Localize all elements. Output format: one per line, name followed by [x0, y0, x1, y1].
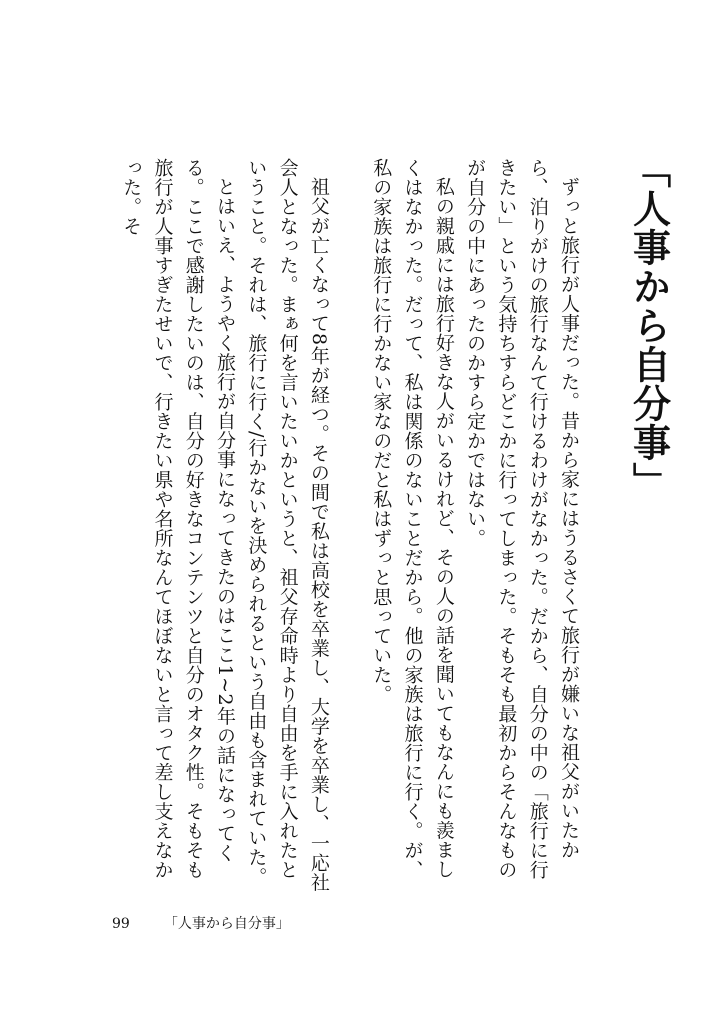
body-text — [114, 158, 584, 898]
page-footer — [112, 915, 290, 933]
paragraph-1: ずっと旅行が人事だった。昔から家にはうるさくて旅行が嫌いな祖父がいたから、泊りがけの旅行なんて行けるわけがなかった。だから、自分の中の「旅行に行きたい」という気持ちすらどこかに行ってしまった。そもそも最初からそんなものが自分の中にあったのかすら定かではない。 — [464, 158, 580, 880]
page-number: 99 — [112, 916, 130, 932]
paragraph-4: とはいえ、ようやく旅行が自分事になってきたのはここ1~2年の話になってくる。ここで感謝したいのは、自分の好きなコンテンツと自分のオタク性。そもそも旅行が人事すぎたせいで、行きたい県や名所なんてほぼないと言って差し支えなかった。そ — [120, 158, 237, 880]
paragraph-3: 祖父が亡くなって8年が経つ。その間で私は高校を卒業し、大学を卒業し、一応社会人となった。まぁ何を言いたいかというと、祖父存命時より自由を手に入れたということ。それは、旅行に行く/行かないを決められるという自由も含まれていた。 — [245, 158, 330, 892]
running-title: 「人事から自分事」 — [163, 916, 290, 932]
chapter-title: 「人事から自分事」 — [626, 150, 672, 501]
paragraph-2: 私の親戚には旅行好きな人がいるけれど、その人の話を聞いてもなんにも羨ましくはなかった。だって、私は関係のないことだから。他の家族は旅行に行く。が、私の家族は旅行に行かない家なのだと私はずっと思っていた。 — [370, 158, 455, 880]
